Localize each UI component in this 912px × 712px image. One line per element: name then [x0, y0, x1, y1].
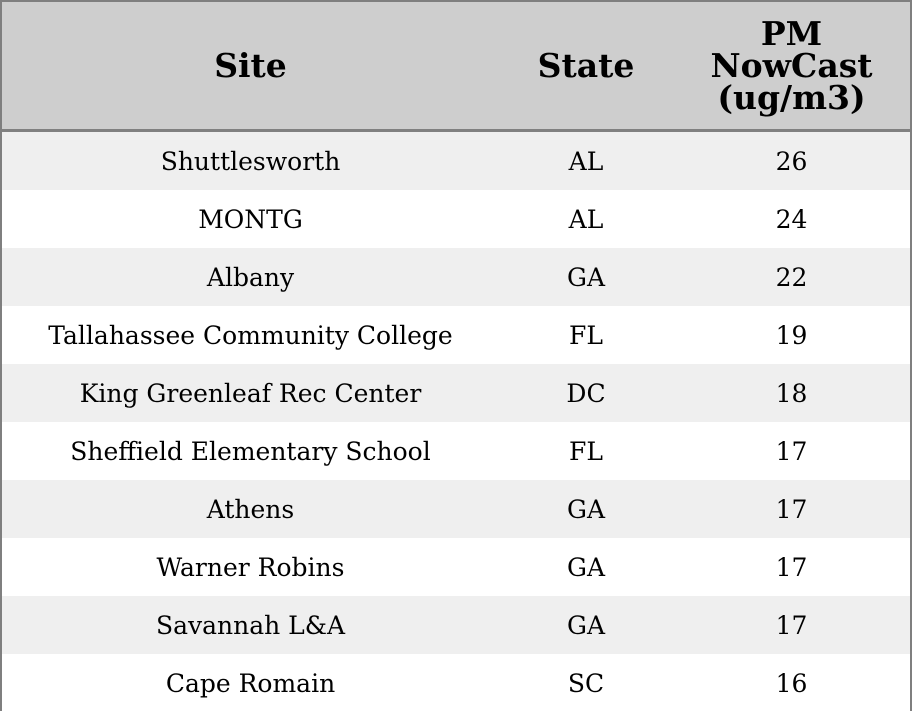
- cell-site: Tallahassee Community College: [48, 320, 453, 350]
- table-row: [2, 132, 910, 190]
- table-row: [2, 538, 910, 596]
- header-pm-nowcast: [673, 2, 910, 129]
- header-state-label: State: [537, 45, 635, 85]
- cell-state: SC: [567, 668, 605, 698]
- cell-state: FL: [569, 436, 603, 466]
- table-row: [2, 654, 910, 712]
- cell-site: Athens: [206, 494, 295, 524]
- cell-pm-value: 18: [775, 378, 808, 408]
- header-site-label: Site: [214, 45, 287, 85]
- header-site: [2, 2, 499, 129]
- cell-site: Shuttlesworth: [160, 146, 341, 176]
- cell-state: AL: [568, 146, 604, 176]
- table-row: [2, 596, 910, 654]
- header-pm-line-2: NowCast: [710, 45, 873, 85]
- cell-pm-value: 16: [775, 668, 808, 698]
- cell-state: AL: [568, 204, 604, 234]
- cell-site: Sheffield Elementary School: [70, 436, 431, 466]
- table-header: [2, 2, 910, 132]
- cell-site: Savannah L&A: [155, 610, 346, 640]
- table-row: [2, 480, 910, 538]
- cell-state: DC: [566, 378, 606, 408]
- table-row: [2, 248, 910, 306]
- cell-pm-value: 22: [775, 262, 808, 292]
- cell-site: Warner Robins: [156, 552, 345, 582]
- header-state: [499, 2, 673, 129]
- cell-site: MONTG: [198, 204, 303, 234]
- cell-site: King Greenleaf Rec Center: [79, 378, 422, 408]
- cell-pm-value: 17: [775, 494, 808, 524]
- cell-state: GA: [566, 262, 606, 292]
- cell-pm-value: 19: [775, 320, 808, 350]
- header-pm-line-3: (ug/m3): [717, 77, 866, 117]
- header-pm-line-1: PM: [760, 13, 823, 53]
- cell-state: GA: [566, 610, 606, 640]
- table-row: [2, 306, 910, 364]
- table-row: [2, 190, 910, 248]
- cell-site: Albany: [206, 262, 295, 292]
- cell-pm-value: 26: [775, 146, 808, 176]
- cell-pm-value: 17: [775, 610, 808, 640]
- table-row: [2, 364, 910, 422]
- cell-pm-value: 17: [775, 552, 808, 582]
- table-row: [2, 422, 910, 480]
- cell-pm-value: 24: [775, 204, 808, 234]
- cell-site: Cape Romain: [165, 668, 336, 698]
- cell-state: GA: [566, 552, 606, 582]
- cell-pm-value: 17: [775, 436, 808, 466]
- cell-state: GA: [566, 494, 606, 524]
- cell-state: FL: [569, 320, 603, 350]
